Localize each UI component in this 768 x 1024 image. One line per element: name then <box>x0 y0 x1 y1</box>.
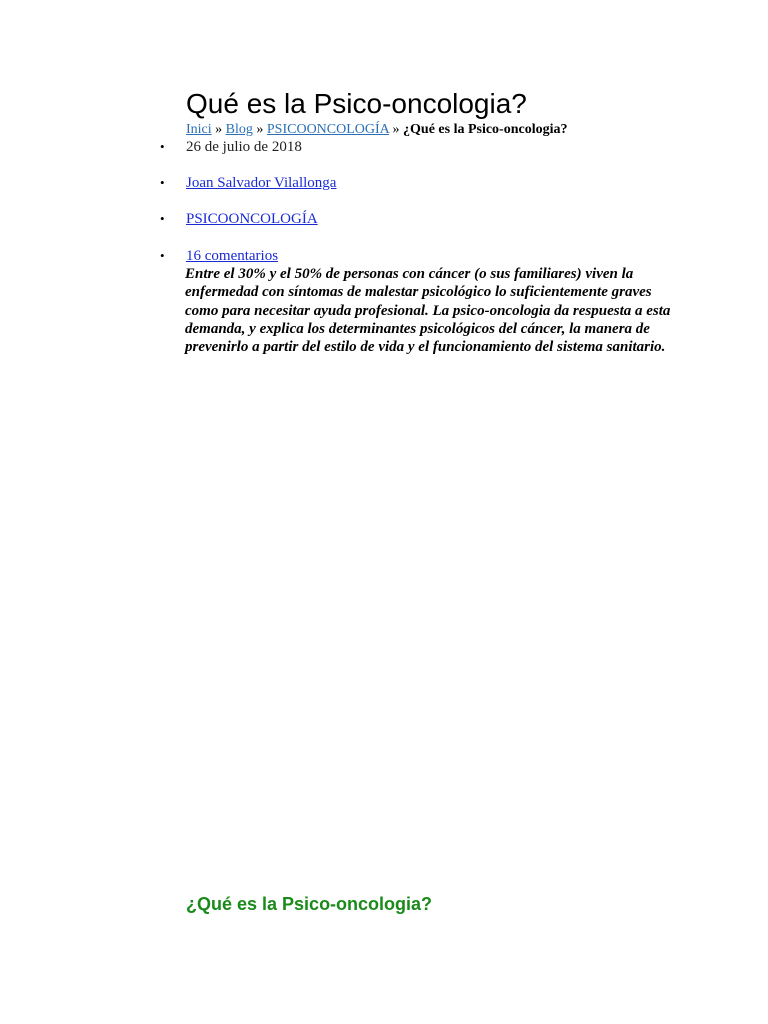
comments-link[interactable]: 16 comentarios <box>186 248 279 264</box>
author-link[interactable]: Joan Salvador Vilallonga <box>186 175 337 191</box>
breadcrumb-current: ¿Qué es la Psico-oncologia? <box>403 122 568 137</box>
category-link[interactable]: PSICOONCOLOGÍA <box>186 211 318 227</box>
section-heading: ¿Qué es la Psico-oncologia? <box>186 894 433 914</box>
bullet-icon: • <box>160 211 165 226</box>
bullet-icon: • <box>160 175 165 190</box>
bullet-icon: • <box>160 248 165 263</box>
page-title: Qué es la Psico-oncologia? <box>186 88 527 119</box>
post-date: 26 de julio de 2018 <box>186 139 302 155</box>
lead-paragraph: Entre el 30% y el 50% de personas con cáncer (o sus familiares) viven la enfermedad con síntomas de malestar psicológico lo suficientemente graves como para necesitar ayuda profesional. La psico-oncologia da respuesta a esta demanda, y explica los determinantes psicológicos del cáncer, la manera de prevenirlo a partir del estilo de vida y el funcionamiento del sistema sanitario. <box>185 266 671 356</box>
breadcrumb-link-blog[interactable]: Blog <box>225 122 253 137</box>
breadcrumb-separator: » <box>392 122 400 137</box>
breadcrumb <box>186 121 568 139</box>
bullet-icon: • <box>160 139 165 154</box>
breadcrumb-link-inici[interactable]: Inici <box>186 122 212 137</box>
breadcrumb-separator: » <box>256 122 264 137</box>
breadcrumb-link-category[interactable]: PSICOONCOLOGÍA <box>266 122 390 137</box>
breadcrumb-separator: » <box>215 122 223 137</box>
